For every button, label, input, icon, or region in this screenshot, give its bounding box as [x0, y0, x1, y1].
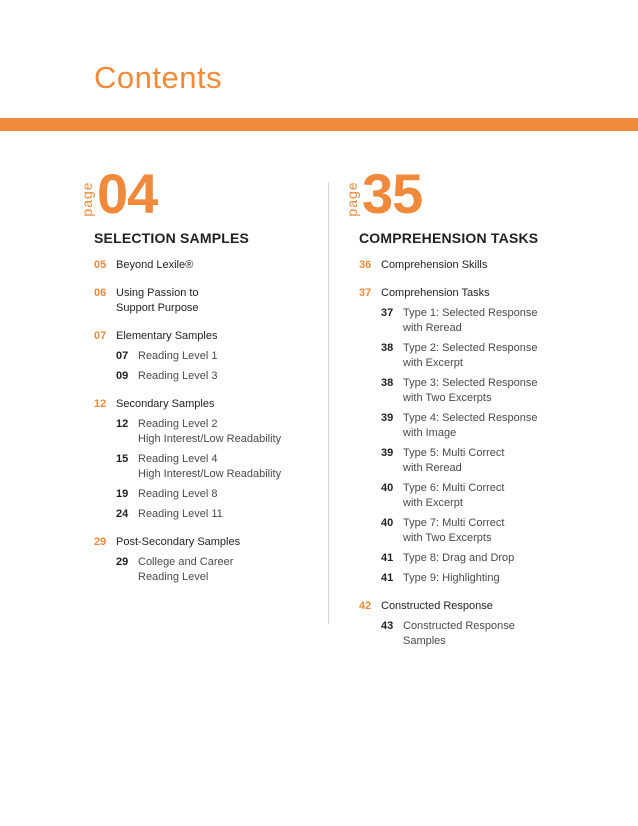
column-divider: [328, 182, 329, 624]
toc-subentry-page-number: 09: [116, 370, 129, 382]
toc-page-number: 12: [94, 398, 107, 410]
toc-subentry-page-number: [381, 356, 403, 371]
toc-entry-line: [94, 535, 319, 550]
toc-subentry-label: Type 8: Drag and Drop: [403, 552, 515, 564]
toc-subentry-label: Reading Level 2: [138, 418, 218, 430]
toc-subentry-label: Reading Level 4: [138, 453, 218, 465]
toc-subentry-label: Type 2: Selected Response: [403, 342, 538, 354]
toc-subentry-line: [381, 376, 604, 391]
toc-subentry-label: with Image: [403, 427, 457, 439]
toc-page-number: 42: [359, 600, 372, 612]
toc-entry-label: Comprehension Tasks: [381, 287, 490, 299]
toc-subentry-line: [116, 452, 319, 467]
toc-entry[interactable]: [94, 535, 319, 585]
toc-entry[interactable]: [94, 258, 319, 273]
toc-subentry[interactable]: [94, 487, 319, 502]
toc-subentry-line: [116, 570, 319, 585]
toc-entries: [344, 258, 604, 649]
toc-subentry-label: Reading Level 3: [138, 370, 218, 382]
toc-page-number: 37: [359, 287, 372, 299]
toc-subentry[interactable]: [359, 446, 604, 476]
toc-entry-line: [94, 286, 319, 301]
toc-entry-line: [94, 258, 319, 273]
toc-entry-line: [359, 599, 604, 614]
toc-entry[interactable]: [359, 258, 604, 273]
toc-subentry-page-number: [116, 432, 138, 447]
toc-entry-label: Constructed Response: [381, 600, 493, 612]
toc-subentry-label: Type 5: Multi Correct: [403, 447, 505, 459]
toc-subentry-label: with Reread: [403, 462, 462, 474]
toc-subentry-page-number: 38: [381, 342, 394, 354]
toc-subentry-label: with Excerpt: [403, 357, 463, 369]
toc-subentry-line: [116, 432, 319, 447]
toc-subentry-label: Reading Level 11: [138, 508, 223, 520]
toc-entry-label: Elementary Samples: [116, 330, 218, 342]
toc-subentry-page-number: [381, 634, 403, 649]
toc-subentry-label: Type 4: Selected Response: [403, 412, 538, 424]
toc-subentry[interactable]: [94, 507, 319, 522]
toc-subentry-label: Type 9: Highlighting: [403, 572, 500, 584]
toc-subentry-line: [116, 507, 319, 522]
toc-entry[interactable]: [359, 599, 604, 649]
toc-subentry[interactable]: [359, 376, 604, 406]
toc-subentry-line: [381, 321, 604, 336]
toc-subentry-line: [381, 391, 604, 406]
toc-subentry-page-number: 12: [116, 418, 129, 430]
toc-page-number: [94, 301, 116, 316]
toc-subentry-line: [116, 349, 319, 364]
toc-page-number: 07: [94, 330, 107, 342]
toc-subentry-page-number: 39: [381, 412, 394, 424]
page-word-vertical: [344, 176, 360, 222]
toc-page-number: 06: [94, 287, 107, 299]
toc-entry[interactable]: [94, 329, 319, 384]
section-title: COMPREHENSION TASKS: [359, 230, 539, 246]
toc-entries: [79, 258, 319, 585]
toc-subentry-page-number: 40: [381, 482, 394, 494]
toc-subentry[interactable]: [359, 411, 604, 441]
toc-subentry-page-number: 15: [116, 453, 129, 465]
toc-subentry-label: Samples: [403, 635, 446, 647]
toc-subentry-label: with Reread: [403, 322, 462, 334]
toc-subentry-line: [116, 417, 319, 432]
toc-subentry-page-number: 39: [381, 447, 394, 459]
section-title: SELECTION SAMPLES: [94, 230, 250, 246]
toc-subentry-page-number: 19: [116, 488, 129, 500]
toc-subentry-line: [381, 516, 604, 531]
section-header: [79, 162, 319, 246]
toc-subentry-line: [381, 306, 604, 321]
toc-subentry[interactable]: [94, 555, 319, 585]
toc-subentry-line: [381, 551, 604, 566]
toc-subentry-page-number: 29: [116, 556, 129, 568]
page-word-label: page: [79, 181, 95, 217]
toc-subentry-line: [381, 619, 604, 634]
toc-subentry-page-number: [116, 467, 138, 482]
toc-entry-line: [359, 258, 604, 273]
toc-subentry[interactable]: [359, 481, 604, 511]
toc-entry[interactable]: [94, 397, 319, 522]
toc-subentry-label: Constructed Response: [403, 620, 515, 632]
toc-page-number: 36: [359, 259, 372, 271]
toc-column-comprehension: [344, 162, 604, 649]
toc-subentry-page-number: 43: [381, 620, 394, 632]
toc-entry-label: Comprehension Skills: [381, 259, 488, 271]
toc-subentry-line: [381, 571, 604, 586]
toc-entry-label: Post-Secondary Samples: [116, 536, 241, 548]
toc-subentry-page-number: 24: [116, 508, 129, 520]
toc-subentry-label: High Interest/Low Readability: [138, 468, 282, 480]
toc-subentry-label: College and Career: [138, 556, 234, 568]
toc-subentry[interactable]: [359, 341, 604, 371]
toc-subentry-line: [116, 487, 319, 502]
toc-subentry[interactable]: [359, 619, 604, 649]
toc-subentry-label: with Two Excerpts: [403, 392, 492, 404]
toc-subentry-label: with Excerpt: [403, 497, 463, 509]
toc-entry[interactable]: [94, 286, 319, 316]
toc-subentry-line: [381, 531, 604, 546]
toc-subentry-line: [116, 467, 319, 482]
toc-subentry-label: High Interest/Low Readability: [138, 433, 282, 445]
toc-entry-label: Secondary Samples: [116, 398, 215, 410]
toc-subentry[interactable]: [94, 349, 319, 364]
toc-subentry-label: Type 7: Multi Correct: [403, 517, 505, 529]
toc-subentry-page-number: [381, 496, 403, 511]
toc-subentry-line: [116, 369, 319, 384]
section-page-number: 04: [97, 162, 158, 225]
toc-subentry-line: [381, 634, 604, 649]
toc-subentry-page-number: 41: [381, 552, 394, 564]
toc-subentry-page-number: 37: [381, 307, 394, 319]
toc-subentry-line: [381, 411, 604, 426]
section-header: [344, 162, 604, 246]
toc-entry-label: Using Passion to: [116, 287, 199, 299]
page-word-vertical: [79, 176, 95, 222]
toc-subentry[interactable]: [359, 516, 604, 546]
toc-subentry-line: [381, 446, 604, 461]
toc-subentry-page-number: [381, 426, 403, 441]
toc-column-selection: [79, 162, 319, 585]
toc-subentry-page-number: 41: [381, 572, 394, 584]
toc-entry-line: [359, 286, 604, 301]
toc-subentry-line: [381, 426, 604, 441]
toc-subentry-label: Type 6: Multi Correct: [403, 482, 505, 494]
toc-page-number: 05: [94, 259, 107, 271]
toc-subentry-page-number: 38: [381, 377, 394, 389]
toc-subentry-page-number: [116, 570, 138, 585]
toc-subentry[interactable]: [359, 571, 604, 586]
toc-subentry-line: [381, 496, 604, 511]
toc-subentry-label: Type 1: Selected Response: [403, 307, 538, 319]
page-word-label: page: [344, 181, 360, 217]
toc-subentry[interactable]: [94, 452, 319, 482]
toc-entry-line: [94, 397, 319, 412]
toc-subentry-line: [381, 356, 604, 371]
toc-subentry-page-number: [381, 321, 403, 336]
toc-subentry[interactable]: [94, 369, 319, 384]
toc-subentry-page-number: [381, 391, 403, 406]
toc-subentry-page-number: [381, 461, 403, 476]
toc-entry-label: Support Purpose: [116, 302, 199, 314]
toc-subentry-line: [116, 555, 319, 570]
toc-subentry[interactable]: [359, 551, 604, 566]
toc-subentry[interactable]: [94, 417, 319, 447]
toc-entry-label: Beyond Lexile®: [116, 259, 194, 271]
toc-subentry-line: [381, 481, 604, 496]
toc-entry[interactable]: [359, 286, 604, 586]
toc-subentry-label: Reading Level 8: [138, 488, 218, 500]
page-title: Contents: [94, 60, 223, 95]
toc-subentry-line: [381, 341, 604, 356]
toc-subentry-page-number: 40: [381, 517, 394, 529]
toc-entry-line: [94, 329, 319, 344]
toc-subentry-page-number: 07: [116, 350, 129, 362]
toc-subentry-label: with Two Excerpts: [403, 532, 492, 544]
header-rule: [0, 118, 638, 131]
toc-entry-line: [94, 301, 319, 316]
toc-subentry-page-number: [381, 531, 403, 546]
toc-subentry[interactable]: [359, 306, 604, 336]
toc-page-number: 29: [94, 536, 107, 548]
toc-subentry-label: Reading Level 1: [138, 350, 218, 362]
toc-subentry-line: [381, 461, 604, 476]
toc-subentry-label: Reading Level: [138, 571, 209, 583]
section-page-number: 35: [362, 162, 423, 225]
toc-subentry-label: Type 3: Selected Response: [403, 377, 538, 389]
